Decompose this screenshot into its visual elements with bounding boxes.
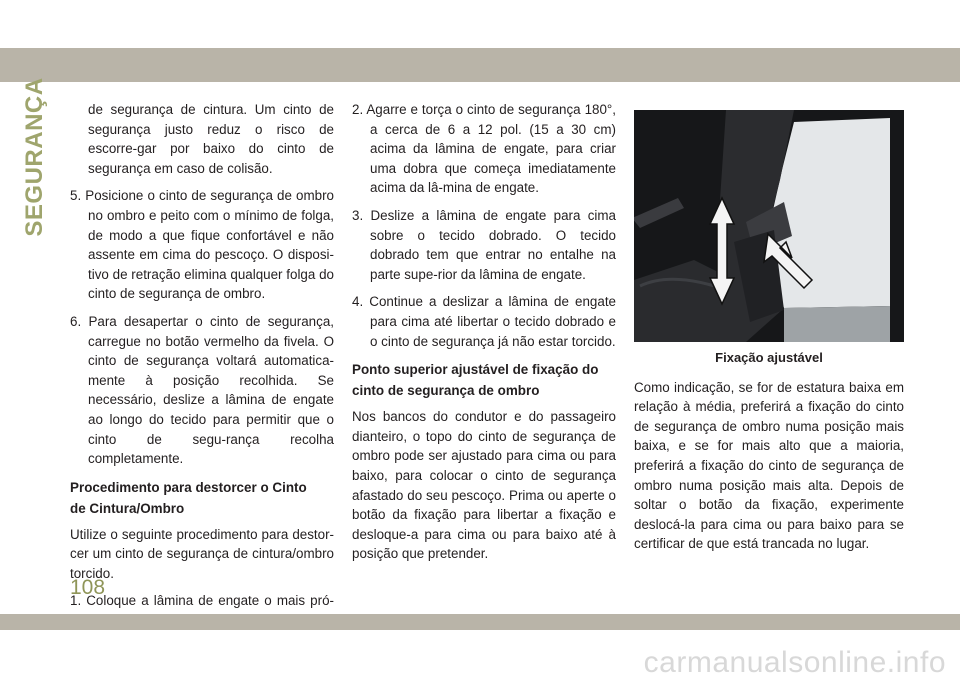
adjustable-anchor-photo [634,110,904,342]
continued-paragraph: de segurança de cintura. Um cinto de segurança justo reduz o risco de escorre-gar por baixo do cinto de segurança em caso de colisão. [88,102,334,176]
text-column-3 [634,104,904,562]
page-top-margin [0,0,960,48]
text-column-2 [352,100,616,572]
untwist-intro-paragraph: Utilize o seguinte procedimento para destor-cer um cinto de segurança de cintura/ombro torcido. [70,526,334,581]
text-column-1 [70,100,334,639]
step-4: 4. Continue a deslizar a lâmina de engate para cima até libertar o tecido dobrado e o cinto de segurança já não estar torcido. [352,294,616,349]
heading-adjustable-anchor: Ponto superior ajustável de fixação do cinto de segurança de ombro [352,361,599,399]
footer-bar [0,614,960,630]
step-2: 2. Agarre e torça o cinto de segurança 180°, a cerca de 6 a 12 pol. (15 a 30 cm) acima da lâmina de engate, para criar uma dobra que começa imediatamente acima da lâ-mina de engate. [352,102,616,196]
guidance-paragraph: Como indicação, se for de estatura baixa em relação à média, preferirá a fixação do cinto de segurança de ombro numa posição mais baixa, e se for mais alto que a maioria, preferirá a fixação do cinto de segurança de ombro numa posição mais alta. Depois de soltar o botão da fixação, experimente deslocá-la para cima ou para baixo para se certificar de que está trancada no lugar. [634,379,904,552]
watermark-text: carmanualsonline.info [643,646,946,679]
anchor-illustration [634,110,904,342]
step-3: 3. Deslize a lâmina de engate para cima sobre o tecido dobrado. O tecido dobrado tem que entrar no entalhe na parte supe-rior da lâmina de engate. [352,207,616,282]
section-tab-label: SEGURANÇA [21,77,48,237]
heading-untwist-procedure: Procedimento para destorcer o Cinto de Cintura/Ombro [70,478,307,516]
figure-caption: Fixação ajustável [715,350,823,365]
step-5: 5. Posicione o cinto de segurança de ombro no ombro e peito com o mínimo de folga, de modo a que fique confortável e não assente em cima do pescoço. O disposi-tivo de retração elimina qualquer folga do cinto de segurança de ombro. [70,188,334,302]
section-tab [18,77,52,237]
page-number: 108 [70,576,106,599]
header-bar [0,48,960,82]
adjustable-anchor-paragraph: Nos bancos do condutor e do passageiro dianteiro, o topo do cinto de segurança de ombro pode ser ajustado para cima ou para baixo, para colocar o cinto de segurança afastado do seu pescoço. Prima ou aperte o botão da fixação para libertar a fixação e desloque-a para cima ou para baixo até à posição que pretender. [352,409,616,562]
step-1: 1. Coloque a lâmina de engate o mais pró- [70,593,334,609]
step-6: 6. Para desapertar o cinto de segurança, carregue no botão vermelho da fivela. O cinto de segurança voltará automatica-mente à posição recolhida. Se necessário, deslize a lâmina de engate ao longo do tecido para permitir que o cinto de segu-rança recolha completamente. [70,313,334,467]
